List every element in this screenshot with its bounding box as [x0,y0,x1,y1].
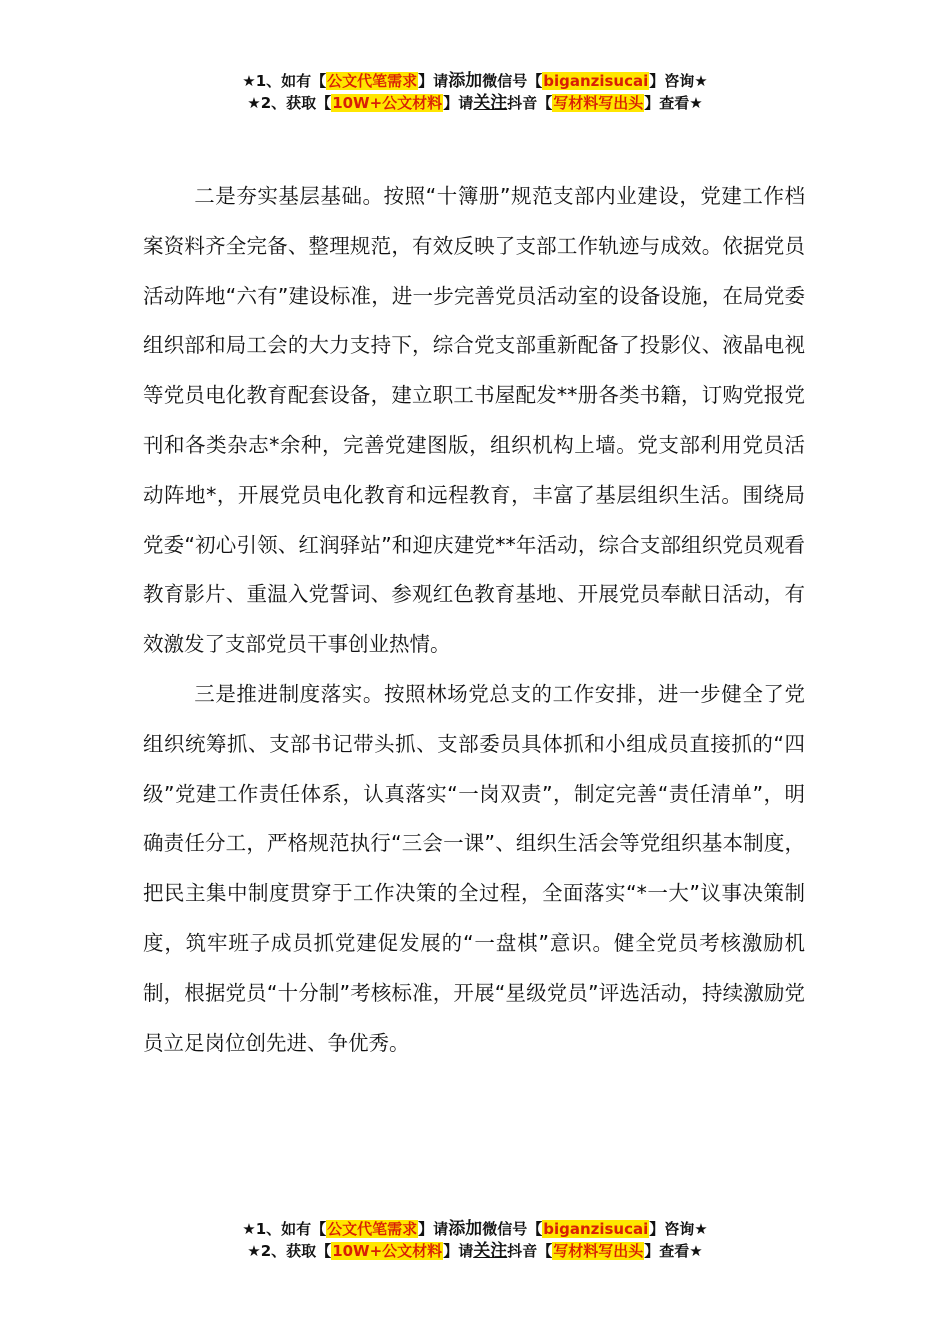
body-paragraph-2: 三是推进制度落实。按照林场党总支的工作安排，进一步健全了党组织统筹抓、支部书记带头抓、支部委员具体抓和小组成员直接抓的“四级”党建工作责任体系，认真落实“一岗双责”，制定完善“责任清单”，明确责任分工，严格规范执行“三会一课”、组织生活会等党组织基本制度，把民主集中制度贯穿于工作决策的全过程，全面落实“*一大”议事决策制度，筑牢班子成员抓党建促发展的“一盘棋”意识。健全党员考核激励机制，根据党员“十分制”考核标准，开展“星级党员”评选活动，持续激励党员立足岗位创先进、争优秀。 [143,681,805,1055]
footer-line-1-highlight-wechat: biganzisucai [543,1220,649,1238]
header-line-2-prefix: ★2、获取【 [247,94,332,112]
footer-line-1-text-2: 微信号【 [482,1220,543,1238]
footer-banner [0,1218,950,1262]
footer-line-2-emphasis: 关注 [473,1241,508,1261]
header-line-2-text: 】请 [443,94,474,112]
header-banner [0,70,950,114]
footer-line-2-text-2: 抖音【 [507,1242,553,1260]
header-line-2-suffix: 】查看★ [644,94,703,112]
footer-line-2-suffix: 】查看★ [644,1242,703,1260]
body-paragraph-1: 二是夯实基层基础。按照“十簿册”规范支部内业建设，党建工作档案资料齐全完备、整理规范，有效反映了支部工作轨迹与成效。依据党员活动阵地“六有”建设标准，进一步完善党员活动室的设备设施，在局党委组织部和局工会的大力支持下，综合党支部重新配备了投影仪、液晶电视等党员电化教育配套设备，建立职工书屋配发**册各类书籍，订购党报党刊和各类杂志*余种，完善党建图版，组织机构上墙。党支部利用党员活动阵地*，开展党员电化教育和远程教育，丰富了基层组织生活。围绕局党委“初心引领、红润驿站”和迎庆建党**年活动，综合支部组织党员观看教育影片、重温入党誓词、参观红色教育基地、开展党员奉献日活动，有效激发了支部党员干事创业热情。 [143,184,805,657]
header-line-1-text: 】请 [418,72,449,90]
header-line-1 [0,70,950,92]
header-line-2-highlight-douyin: 写材料写出头 [553,94,644,112]
footer-line-1-suffix: 】咨询★ [649,1220,708,1238]
header-line-1-suffix: 】咨询★ [649,72,708,90]
header-line-1-highlight-service: 公文代笔需求 [327,72,418,90]
footer-line-1-highlight-service: 公文代笔需求 [327,1220,418,1238]
header-line-1-emphasis: 添加 [448,71,483,91]
footer-line-2 [0,1240,950,1262]
footer-line-2-text: 】请 [443,1242,474,1260]
footer-line-2-prefix: ★2、获取【 [247,1242,332,1260]
header-line-2-text-2: 抖音【 [507,94,553,112]
header-line-1-text-2: 微信号【 [482,72,543,90]
footer-line-2-highlight-materials: 10W+公文材料 [332,1242,443,1260]
footer-line-2-highlight-douyin: 写材料写出头 [553,1242,644,1260]
footer-line-1 [0,1218,950,1240]
footer-line-1-prefix: ★1、如有【 [242,1220,327,1238]
header-line-2-emphasis: 关注 [473,93,508,113]
header-line-2 [0,92,950,114]
header-line-1-prefix: ★1、如有【 [242,72,327,90]
header-line-1-highlight-wechat: biganzisucai [543,72,649,90]
header-line-2-highlight-materials: 10W+公文材料 [332,94,443,112]
document-body [143,172,805,1068]
footer-line-1-text: 】请 [418,1220,449,1238]
footer-line-1-emphasis: 添加 [448,1219,483,1239]
